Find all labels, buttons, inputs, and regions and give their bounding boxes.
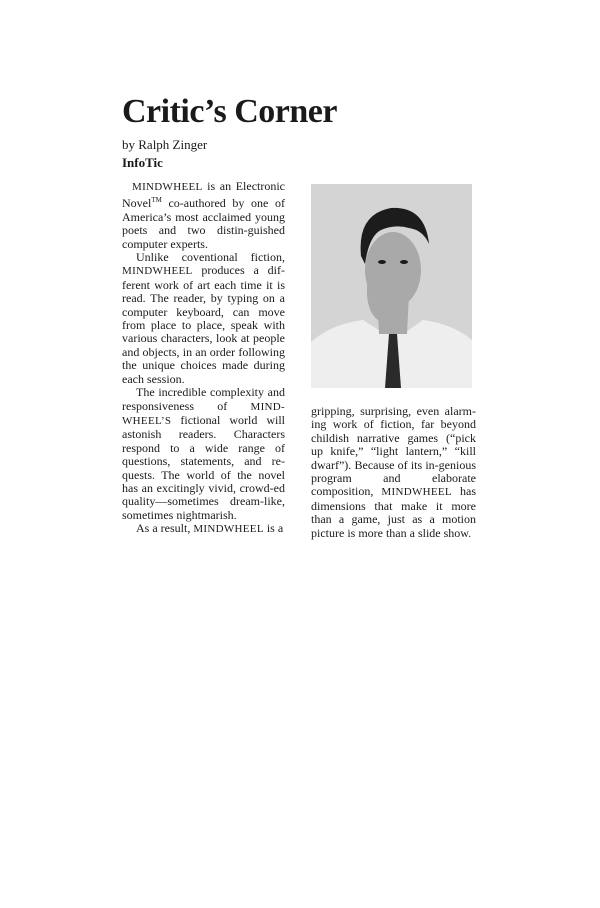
paragraph-2-text-a: Unlike coventional fiction, xyxy=(136,250,285,265)
brand-name: MINDWHEEL xyxy=(193,523,264,536)
paragraph-2-text-b: produces a dif-ferent work of art each time it is read. The reader, by typing on a computer keyboard, can move from place to place, speak with various characters, look at people and objects, in an order following the unique choices made during each session. xyxy=(122,263,285,386)
paragraph-4-text-a: As a result, xyxy=(136,521,191,536)
paragraph-3-text-a: The incredible complexity and responsiveness of xyxy=(122,385,285,413)
paragraph-4 xyxy=(122,522,285,536)
brand-name: MINDWHEEL xyxy=(132,181,203,193)
paragraph-4-text-b: is a xyxy=(266,521,284,536)
eye-right xyxy=(400,260,408,264)
article-column-left xyxy=(122,180,285,537)
article-title: Critic’s Corner xyxy=(122,93,337,130)
portrait-image xyxy=(311,184,472,388)
paragraph-3 xyxy=(122,386,285,522)
article-column-right xyxy=(311,405,476,540)
paragraph-1-text-b: co-authored by one of America’s most acclaimed young poets and two distin-guished computer experts. xyxy=(122,196,285,251)
paragraph-5 xyxy=(311,405,476,540)
trademark-symbol: TM xyxy=(151,196,162,205)
paragraph-1 xyxy=(122,180,285,251)
eye-left xyxy=(378,260,386,264)
author-photo xyxy=(311,184,472,388)
paragraph-5-text-b: has dimensions that make it more than a game, just as a motion picture is more than a slide show. xyxy=(311,484,477,540)
paragraph-5-text-a: gripping, surprising, even alarm-ing work of fiction, far beyond childish narrative games (“pick up knife,” “light lantern,” “kill dwarf”). Because of its in-genious program and elaborate composition, xyxy=(311,404,476,499)
brand-name-possessive: MIND-WHEEL’S xyxy=(122,400,286,427)
section-label: InfoTic xyxy=(122,155,163,170)
byline: by Ralph Zinger xyxy=(122,137,208,152)
paragraph-1-text-a: is an Electronic Novel xyxy=(122,179,286,211)
paragraph-2 xyxy=(122,251,285,386)
brand-name: MINDWHEEL xyxy=(122,265,193,278)
brand-name: MINDWHEEL xyxy=(381,486,452,499)
paragraph-3-text-b: fictional world will astonish readers. Characters respond to a wide range of questions, statements, and re-quests. The world of the novel has an excitingly vivid, crowd-ed quality—sometimes dream-like, sometimes nightmarish. xyxy=(122,412,285,522)
